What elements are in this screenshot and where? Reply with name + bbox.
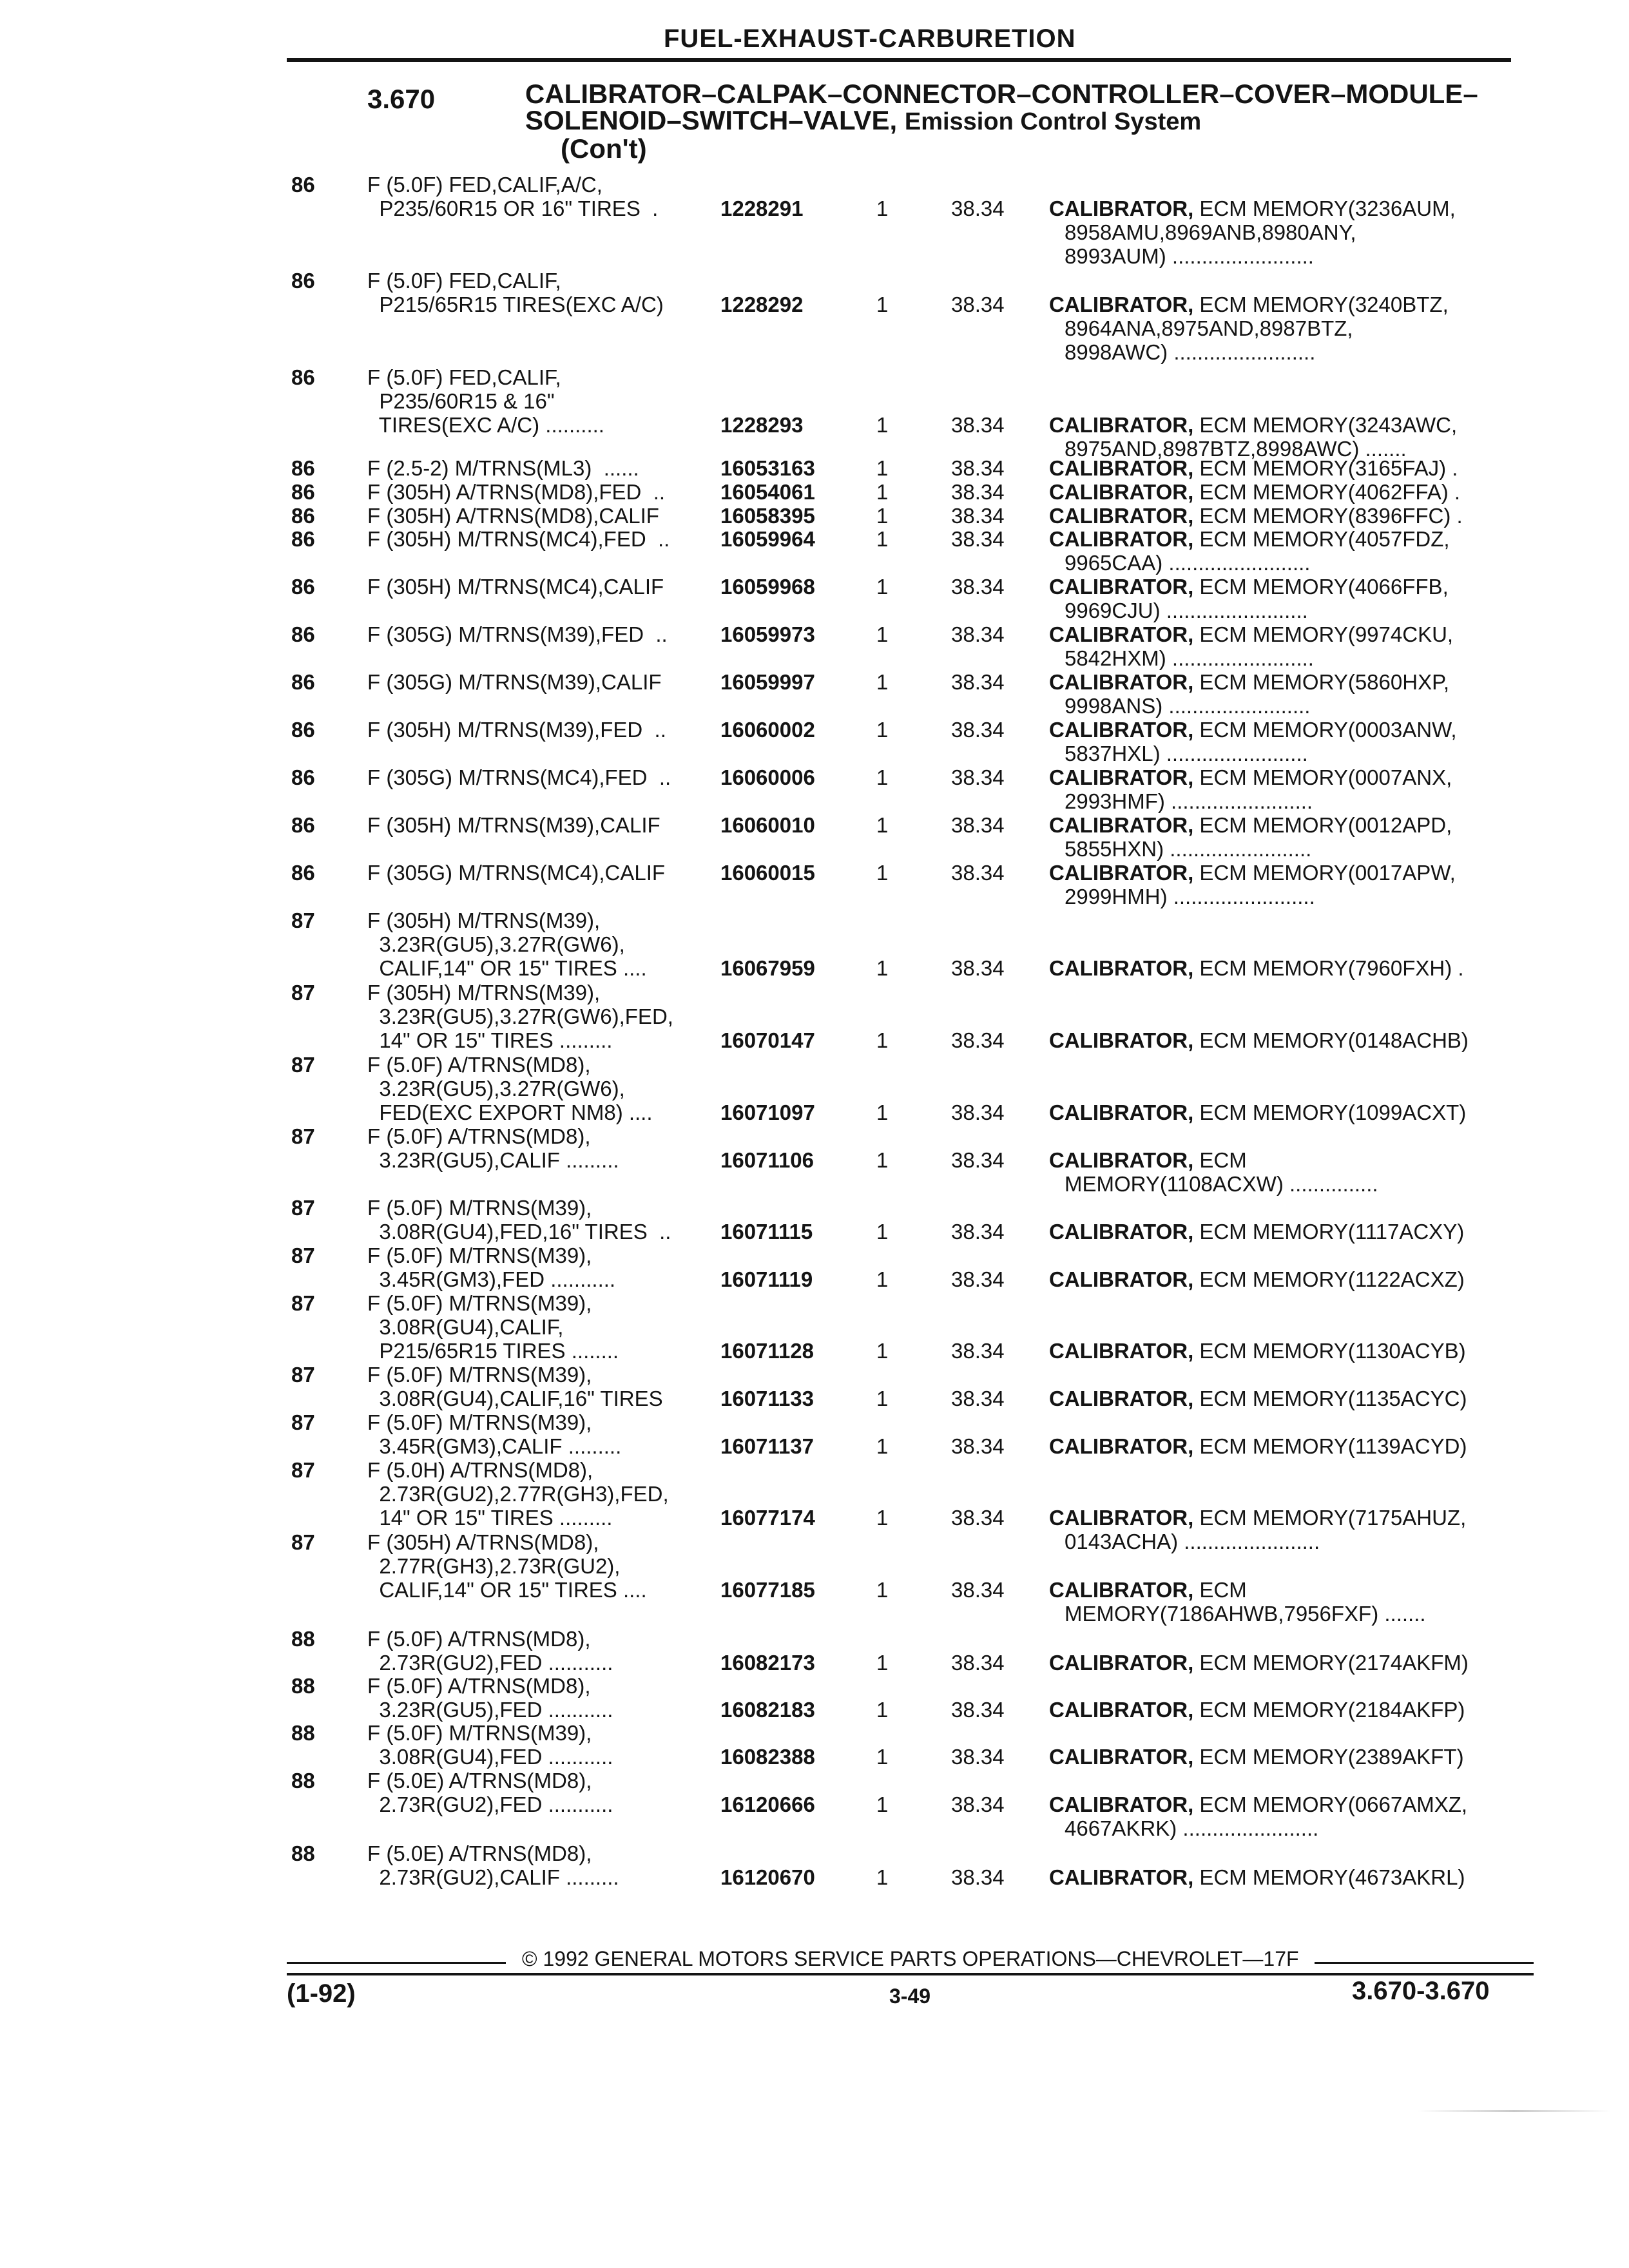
part-name [1049, 504, 1526, 528]
part-name-detail: ECM MEMORY(4057FDZ, [1193, 527, 1450, 551]
part-name-bold: CALIBRATOR, [1049, 1339, 1194, 1363]
ref-number: 87 [291, 908, 315, 932]
application-description: F (305G) M/TRNS(M39),FED .. [367, 622, 668, 646]
part-name-bold: CALIBRATOR, [1049, 1434, 1194, 1458]
part-name-bold: CALIBRATOR, [1049, 1100, 1194, 1124]
part-name-continuation: 4667AKRK) ....................... [1065, 1816, 1319, 1840]
price: 38.34 [951, 1220, 1005, 1244]
part-name-bold: CALIBRATOR, [1049, 293, 1194, 316]
application-description: F (305H) A/TRNS(MD8), 2.77R(GH3),2.73R(GU2), CALIF,14" OR 15" TIRES .... [367, 1530, 647, 1602]
part-name [1049, 456, 1526, 480]
part-name-bold: CALIBRATOR, [1049, 456, 1194, 480]
part-name-bold: CALIBRATOR, [1049, 1865, 1194, 1889]
quantity: 1 [876, 861, 889, 885]
ref-number: 87 [291, 1530, 315, 1554]
application-description: F (2.5-2) M/TRNS(ML3) ...... [367, 456, 639, 480]
part-name-detail: ECM MEMORY(2184AKFP) [1193, 1698, 1465, 1722]
ref-number: 86 [291, 365, 315, 389]
part-number: 16071106 [720, 1148, 815, 1172]
price: 38.34 [951, 1578, 1005, 1602]
part-name-bold: CALIBRATOR, [1049, 1745, 1194, 1769]
ref-number: 87 [291, 1244, 315, 1267]
part-name-continuation: 9998ANS) ........................ [1065, 694, 1311, 718]
ref-number: 86 [291, 765, 315, 789]
application-description: F (305G) M/TRNS(MC4),CALIF [367, 861, 666, 885]
part-name-bold: CALIBRATOR, [1049, 622, 1194, 646]
footer-rule [287, 1973, 1534, 1975]
part-name-detail: ECM MEMORY(0017APW, [1193, 861, 1456, 885]
part-name-continuation: 5837HXL) ........................ [1065, 742, 1308, 765]
price: 38.34 [951, 1148, 1005, 1172]
price: 38.34 [951, 765, 1005, 789]
part-name-detail: ECM MEMORY(8396FFC) . [1193, 504, 1463, 528]
part-number: 16082388 [720, 1745, 815, 1769]
part-name [1049, 413, 1526, 461]
part-name-bold: CALIBRATOR, [1049, 861, 1194, 885]
part-name-detail: ECM [1193, 1148, 1247, 1172]
part-name-bold: CALIBRATOR, [1049, 1387, 1194, 1410]
part-name-detail: ECM MEMORY(0007ANX, [1193, 765, 1452, 789]
part-name-detail: ECM MEMORY(1122ACXZ) [1193, 1267, 1465, 1291]
application-description: F (5.0F) A/TRNS(MD8), 2.73R(GU2),FED ........... [367, 1627, 613, 1675]
part-name-bold: CALIBRATOR, [1049, 1578, 1194, 1602]
part-name-continuation: 8964ANA,8975AND,8987BTZ, 8998AWC) ........................ [1065, 316, 1353, 364]
application-description: F (5.0F) M/TRNS(M39), 3.08R(GU4),CALIF, P215/65R15 TIRES ........ [367, 1291, 619, 1363]
price: 38.34 [951, 1028, 1005, 1052]
part-name [1049, 1339, 1526, 1363]
part-name-detail: ECM MEMORY(9974CKU, [1193, 622, 1454, 646]
part-name [1049, 1698, 1526, 1722]
part-name-bold: CALIBRATOR, [1049, 575, 1194, 599]
part-name [1049, 480, 1526, 504]
price: 38.34 [951, 197, 1005, 220]
part-name [1049, 1220, 1526, 1244]
part-number: 16077185 [720, 1578, 815, 1602]
part-name-continuation: MEMORY(1108ACXW) ............... [1065, 1172, 1378, 1196]
part-name-bold: CALIBRATOR, [1049, 813, 1194, 837]
part-number: 16058395 [720, 504, 815, 528]
part-number: 16071128 [720, 1339, 815, 1363]
application-description: F (5.0E) A/TRNS(MD8), 2.73R(GU2),FED ........... [367, 1769, 613, 1816]
part-name-continuation: 0143ACHA) ....................... [1065, 1530, 1320, 1553]
price: 38.34 [951, 1651, 1005, 1675]
part-number: 16059968 [720, 575, 815, 599]
quantity: 1 [876, 1745, 889, 1769]
quantity: 1 [876, 1506, 889, 1530]
part-name-continuation: MEMORY(7186AHWB,7956FXF) ....... [1065, 1602, 1426, 1626]
quantity: 1 [876, 1578, 889, 1602]
price: 38.34 [951, 1434, 1005, 1458]
part-name-bold: CALIBRATOR, [1049, 1267, 1194, 1291]
part-name [1049, 1100, 1526, 1124]
quantity: 1 [876, 504, 889, 528]
quantity: 1 [876, 1028, 889, 1052]
ref-number: 86 [291, 456, 315, 480]
quantity: 1 [876, 527, 889, 551]
section-continued: (Con't) [561, 133, 647, 164]
application-description: F (305G) M/TRNS(M39),CALIF [367, 670, 662, 694]
part-name-continuation: 2993HMF) ........................ [1065, 789, 1313, 813]
part-number: 16077174 [720, 1506, 815, 1530]
part-name-bold: CALIBRATOR, [1049, 1506, 1194, 1530]
part-name-detail: ECM MEMORY(0012APD, [1193, 813, 1452, 837]
part-name-detail: ECM MEMORY(1135ACYC) [1193, 1387, 1467, 1410]
application-description: F (305H) A/TRNS(MD8),FED .. [367, 480, 666, 504]
application-description: F (305H) M/TRNS(M39),CALIF [367, 813, 660, 837]
price: 38.34 [951, 1506, 1005, 1530]
quantity: 1 [876, 1220, 889, 1244]
ref-number: 87 [291, 1053, 315, 1077]
ref-number: 86 [291, 861, 315, 885]
page-header: FUEL-EXHAUST-CARBURETION [664, 24, 1076, 53]
footer-rule-left [287, 1962, 506, 1964]
ref-number: 87 [291, 1196, 315, 1220]
part-number: 16060010 [720, 813, 815, 837]
ref-number: 86 [291, 718, 315, 742]
part-name [1049, 956, 1526, 980]
price: 38.34 [951, 1745, 1005, 1769]
part-number: 16071137 [720, 1434, 815, 1458]
quantity: 1 [876, 480, 889, 504]
part-name-bold: CALIBRATOR, [1049, 1028, 1194, 1052]
application-description: F (5.0F) M/TRNS(M39), 3.08R(GU4),FED ........... [367, 1721, 613, 1769]
application-description: F (5.0H) A/TRNS(MD8), 2.73R(GU2),2.77R(GH3),FED, 14" OR 15" TIRES ......... [367, 1458, 669, 1530]
part-name-detail: ECM MEMORY(0667AMXZ, [1193, 1792, 1468, 1816]
application-description: F (305H) M/TRNS(MC4),FED .. [367, 527, 670, 551]
price: 38.34 [951, 1100, 1005, 1124]
section-number: 3.670 [367, 84, 436, 114]
part-name-bold: CALIBRATOR, [1049, 718, 1194, 742]
part-name [1049, 622, 1526, 670]
ref-number: 87 [291, 1124, 315, 1148]
part-name-detail: ECM MEMORY(4673AKRL) [1193, 1865, 1465, 1889]
part-name-detail: ECM MEMORY(0003ANW, [1193, 718, 1457, 742]
quantity: 1 [876, 956, 889, 980]
application-description: F (5.0F) FED,CALIF,A/C, P235/60R15 OR 16" TIRES . [367, 173, 659, 220]
quantity: 1 [876, 1100, 889, 1124]
ref-number: 86 [291, 622, 315, 646]
quantity: 1 [876, 1651, 889, 1675]
quantity: 1 [876, 1387, 889, 1410]
section-title-main: CALIBRATOR–CALPAK–CONNECTOR–CONTROLLER–COVER–MODULE–SOLENOID–SWITCH–VALVE, [525, 79, 1478, 135]
application-description: F (305H) M/TRNS(MC4),CALIF [367, 575, 664, 599]
application-description: F (305H) M/TRNS(M39), 3.23R(GU5),3.27R(GW6), CALIF,14" OR 15" TIRES .... [367, 908, 647, 980]
price: 38.34 [951, 956, 1005, 980]
price: 38.34 [951, 413, 1005, 437]
part-name-bold: CALIBRATOR, [1049, 765, 1194, 789]
part-name-bold: CALIBRATOR, [1049, 956, 1194, 980]
ref-number: 86 [291, 527, 315, 551]
part-name-bold: CALIBRATOR, [1049, 1792, 1194, 1816]
quantity: 1 [876, 622, 889, 646]
footer-rule-right [1315, 1962, 1534, 1964]
application-description: F (5.0F) FED,CALIF, P235/60R15 & 16" TIRES(EXC A/C) .......... [367, 365, 604, 437]
price: 38.34 [951, 1865, 1005, 1889]
application-description: F (5.0F) M/TRNS(M39), 3.45R(GM3),FED ........... [367, 1244, 616, 1291]
footer-date: (1-92) [287, 1979, 356, 2008]
part-name-bold: CALIBRATOR, [1049, 670, 1194, 694]
application-description: F (305H) A/TRNS(MD8),CALIF [367, 504, 659, 528]
application-description: F (305G) M/TRNS(MC4),FED .. [367, 765, 671, 789]
part-name-detail: ECM MEMORY(1099ACXT) [1193, 1100, 1467, 1124]
part-name [1049, 718, 1526, 765]
part-name-detail: ECM MEMORY(1139ACYD) [1193, 1434, 1467, 1458]
ref-number: 88 [291, 1627, 315, 1651]
price: 38.34 [951, 622, 1005, 646]
price: 38.34 [951, 718, 1005, 742]
part-number: 16071119 [720, 1267, 813, 1291]
price: 38.34 [951, 504, 1005, 528]
part-name [1049, 527, 1526, 575]
part-name-continuation: 5842HXM) ........................ [1065, 646, 1314, 670]
price: 38.34 [951, 813, 1005, 837]
price: 38.34 [951, 575, 1005, 599]
ref-number: 87 [291, 1363, 315, 1387]
part-number: 16120670 [720, 1865, 815, 1889]
part-name-continuation: 9969CJU) ........................ [1065, 599, 1308, 622]
quantity: 1 [876, 1792, 889, 1816]
part-name-continuation: 9965CAA) ........................ [1065, 551, 1311, 575]
application-description: F (5.0F) A/TRNS(MD8), 3.23R(GU5),CALIF ......... [367, 1124, 619, 1172]
quantity: 1 [876, 765, 889, 789]
quantity: 1 [876, 813, 889, 837]
page-number: 3-49 [889, 1984, 931, 2008]
quantity: 1 [876, 197, 889, 220]
scan-artifact [1418, 2110, 1611, 2112]
part-number: 16060015 [720, 861, 815, 885]
ref-number: 87 [291, 1458, 315, 1482]
part-name-bold: CALIBRATOR, [1049, 413, 1194, 437]
part-number: 16070147 [720, 1028, 815, 1052]
part-name [1049, 575, 1526, 622]
price: 38.34 [951, 861, 1005, 885]
ref-number: 88 [291, 1721, 315, 1745]
application-description: F (5.0F) M/TRNS(M39), 3.08R(GU4),FED,16" TIRES .. [367, 1196, 671, 1244]
ref-number: 88 [291, 1841, 315, 1865]
part-name-bold: CALIBRATOR, [1049, 1651, 1194, 1675]
part-name-bold: CALIBRATOR, [1049, 480, 1194, 504]
part-number: 16082183 [720, 1698, 815, 1722]
part-name [1049, 1387, 1526, 1410]
part-name-detail: ECM MEMORY(1117ACXY) [1193, 1220, 1465, 1244]
price: 38.34 [951, 480, 1005, 504]
price: 38.34 [951, 1267, 1005, 1291]
part-name-detail: ECM [1193, 1578, 1247, 1602]
part-number: 16082173 [720, 1651, 815, 1675]
quantity: 1 [876, 718, 889, 742]
part-name [1049, 1028, 1526, 1052]
ref-number: 87 [291, 981, 315, 1004]
part-name [1049, 1267, 1526, 1291]
part-name [1049, 1792, 1526, 1840]
part-name-detail: ECM MEMORY(0148ACHB) [1193, 1028, 1469, 1052]
price: 38.34 [951, 527, 1005, 551]
quantity: 1 [876, 1698, 889, 1722]
quantity: 1 [876, 413, 889, 437]
part-name-detail: ECM MEMORY(2389AKFT) [1193, 1745, 1464, 1769]
quantity: 1 [876, 1148, 889, 1172]
ref-number: 86 [291, 813, 315, 837]
part-name-detail: ECM MEMORY(3165FAJ) . [1193, 456, 1458, 480]
part-name-bold: CALIBRATOR, [1049, 504, 1194, 528]
part-name [1049, 765, 1526, 813]
part-name-detail: ECM MEMORY(3243AWC, [1193, 413, 1458, 437]
application-description: F (5.0F) A/TRNS(MD8), 3.23R(GU5),FED ........... [367, 1674, 613, 1722]
ref-number: 87 [291, 1410, 315, 1434]
part-name-detail: ECM MEMORY(7175AHUZ, [1193, 1506, 1467, 1530]
part-name-detail: ECM MEMORY(4066FFB, [1193, 575, 1449, 599]
quantity: 1 [876, 1434, 889, 1458]
part-name-detail: ECM MEMORY(5860HXP, [1193, 670, 1450, 694]
part-name-bold: CALIBRATOR, [1049, 1148, 1194, 1172]
price: 38.34 [951, 1339, 1005, 1363]
part-name [1049, 1865, 1526, 1889]
part-name-detail: ECM MEMORY(4062FFA) . [1193, 480, 1461, 504]
part-name [1049, 1434, 1526, 1458]
price: 38.34 [951, 456, 1005, 480]
part-number: 16060002 [720, 718, 815, 742]
quantity: 1 [876, 1865, 889, 1889]
part-name [1049, 1651, 1526, 1675]
part-number: 16060006 [720, 765, 815, 789]
part-name-detail: ECM MEMORY(7960FXH) . [1193, 956, 1464, 980]
footer-copyright: © 1992 GENERAL MOTORS SERVICE PARTS OPERATIONS—CHEVROLET—17F [522, 1947, 1299, 1970]
ref-number: 87 [291, 1291, 315, 1315]
ref-number: 86 [291, 269, 315, 293]
footer-section-range: 3.670-3.670 [1352, 1977, 1490, 2005]
part-number: 16067959 [720, 956, 815, 980]
part-name [1049, 1578, 1526, 1626]
ref-number: 86 [291, 575, 315, 599]
part-number: 16053163 [720, 456, 815, 480]
part-name-bold: CALIBRATOR, [1049, 197, 1194, 220]
price: 38.34 [951, 670, 1005, 694]
price: 38.34 [951, 1387, 1005, 1410]
ref-number: 86 [291, 670, 315, 694]
ref-number: 88 [291, 1674, 315, 1698]
quantity: 1 [876, 456, 889, 480]
part-name [1049, 1148, 1526, 1196]
part-name [1049, 1506, 1526, 1553]
part-number: 16071133 [720, 1387, 815, 1410]
part-name-detail: ECM MEMORY(1130ACYB) [1193, 1339, 1466, 1363]
ref-number: 86 [291, 173, 315, 197]
ref-number: 86 [291, 504, 315, 528]
part-name-bold: CALIBRATOR, [1049, 1220, 1194, 1244]
part-name-detail: ECM MEMORY(3236AUM, [1193, 197, 1456, 220]
part-number: 16054061 [720, 480, 815, 504]
quantity: 1 [876, 1339, 889, 1363]
application-description: F (5.0F) M/TRNS(M39), 3.45R(GM3),CALIF ......... [367, 1410, 622, 1458]
part-name-bold: CALIBRATOR, [1049, 527, 1194, 551]
application-description: F (5.0F) FED,CALIF, P215/65R15 TIRES(EXC A/C) [367, 269, 664, 316]
part-name-continuation: 8958AMU,8969ANB,8980ANY, 8993AUM) ........................ [1065, 220, 1356, 268]
application-description: F (5.0F) A/TRNS(MD8), 3.23R(GU5),3.27R(GW6), FED(EXC EXPORT NM8) .... [367, 1053, 653, 1124]
part-number: 1228291 [720, 197, 804, 220]
application-description: F (305H) M/TRNS(M39),FED .. [367, 718, 666, 742]
application-description: F (5.0F) M/TRNS(M39), 3.08R(GU4),CALIF,16" TIRES [367, 1363, 663, 1410]
part-name-continuation: 2999HMH) ........................ [1065, 885, 1315, 908]
part-number: 16120666 [720, 1792, 815, 1816]
part-name [1049, 861, 1526, 908]
quantity: 1 [876, 1267, 889, 1291]
ref-number: 88 [291, 1769, 315, 1792]
section-title-suffix: Emission Control System [904, 108, 1202, 135]
part-name [1049, 293, 1526, 364]
quantity: 1 [876, 293, 889, 316]
part-number: 16059964 [720, 527, 815, 551]
part-number: 16059973 [720, 622, 815, 646]
application-description: F (5.0E) A/TRNS(MD8), 2.73R(GU2),CALIF ......... [367, 1841, 619, 1889]
part-name [1049, 813, 1526, 861]
part-name-bold: CALIBRATOR, [1049, 1698, 1194, 1722]
part-name [1049, 1745, 1526, 1769]
part-number: 16071115 [720, 1220, 813, 1244]
quantity: 1 [876, 670, 889, 694]
price: 38.34 [951, 1698, 1005, 1722]
part-name-continuation: 8975AND,8987BTZ,8998AWC) ....... [1065, 437, 1407, 461]
price: 38.34 [951, 293, 1005, 316]
ref-number: 86 [291, 480, 315, 504]
part-number: 1228293 [720, 413, 804, 437]
part-number: 1228292 [720, 293, 804, 316]
part-name-detail: ECM MEMORY(2174AKFM) [1193, 1651, 1469, 1675]
part-name-continuation: 5855HXN) ........................ [1065, 837, 1312, 861]
price: 38.34 [951, 1792, 1005, 1816]
part-number: 16071097 [720, 1100, 815, 1124]
part-number: 16059997 [720, 670, 815, 694]
quantity: 1 [876, 575, 889, 599]
part-name-detail: ECM MEMORY(3240BTZ, [1193, 293, 1449, 316]
part-name [1049, 197, 1526, 268]
application-description: F (305H) M/TRNS(M39), 3.23R(GU5),3.27R(GW6),FED, 14" OR 15" TIRES ......... [367, 981, 673, 1052]
part-name [1049, 670, 1526, 718]
